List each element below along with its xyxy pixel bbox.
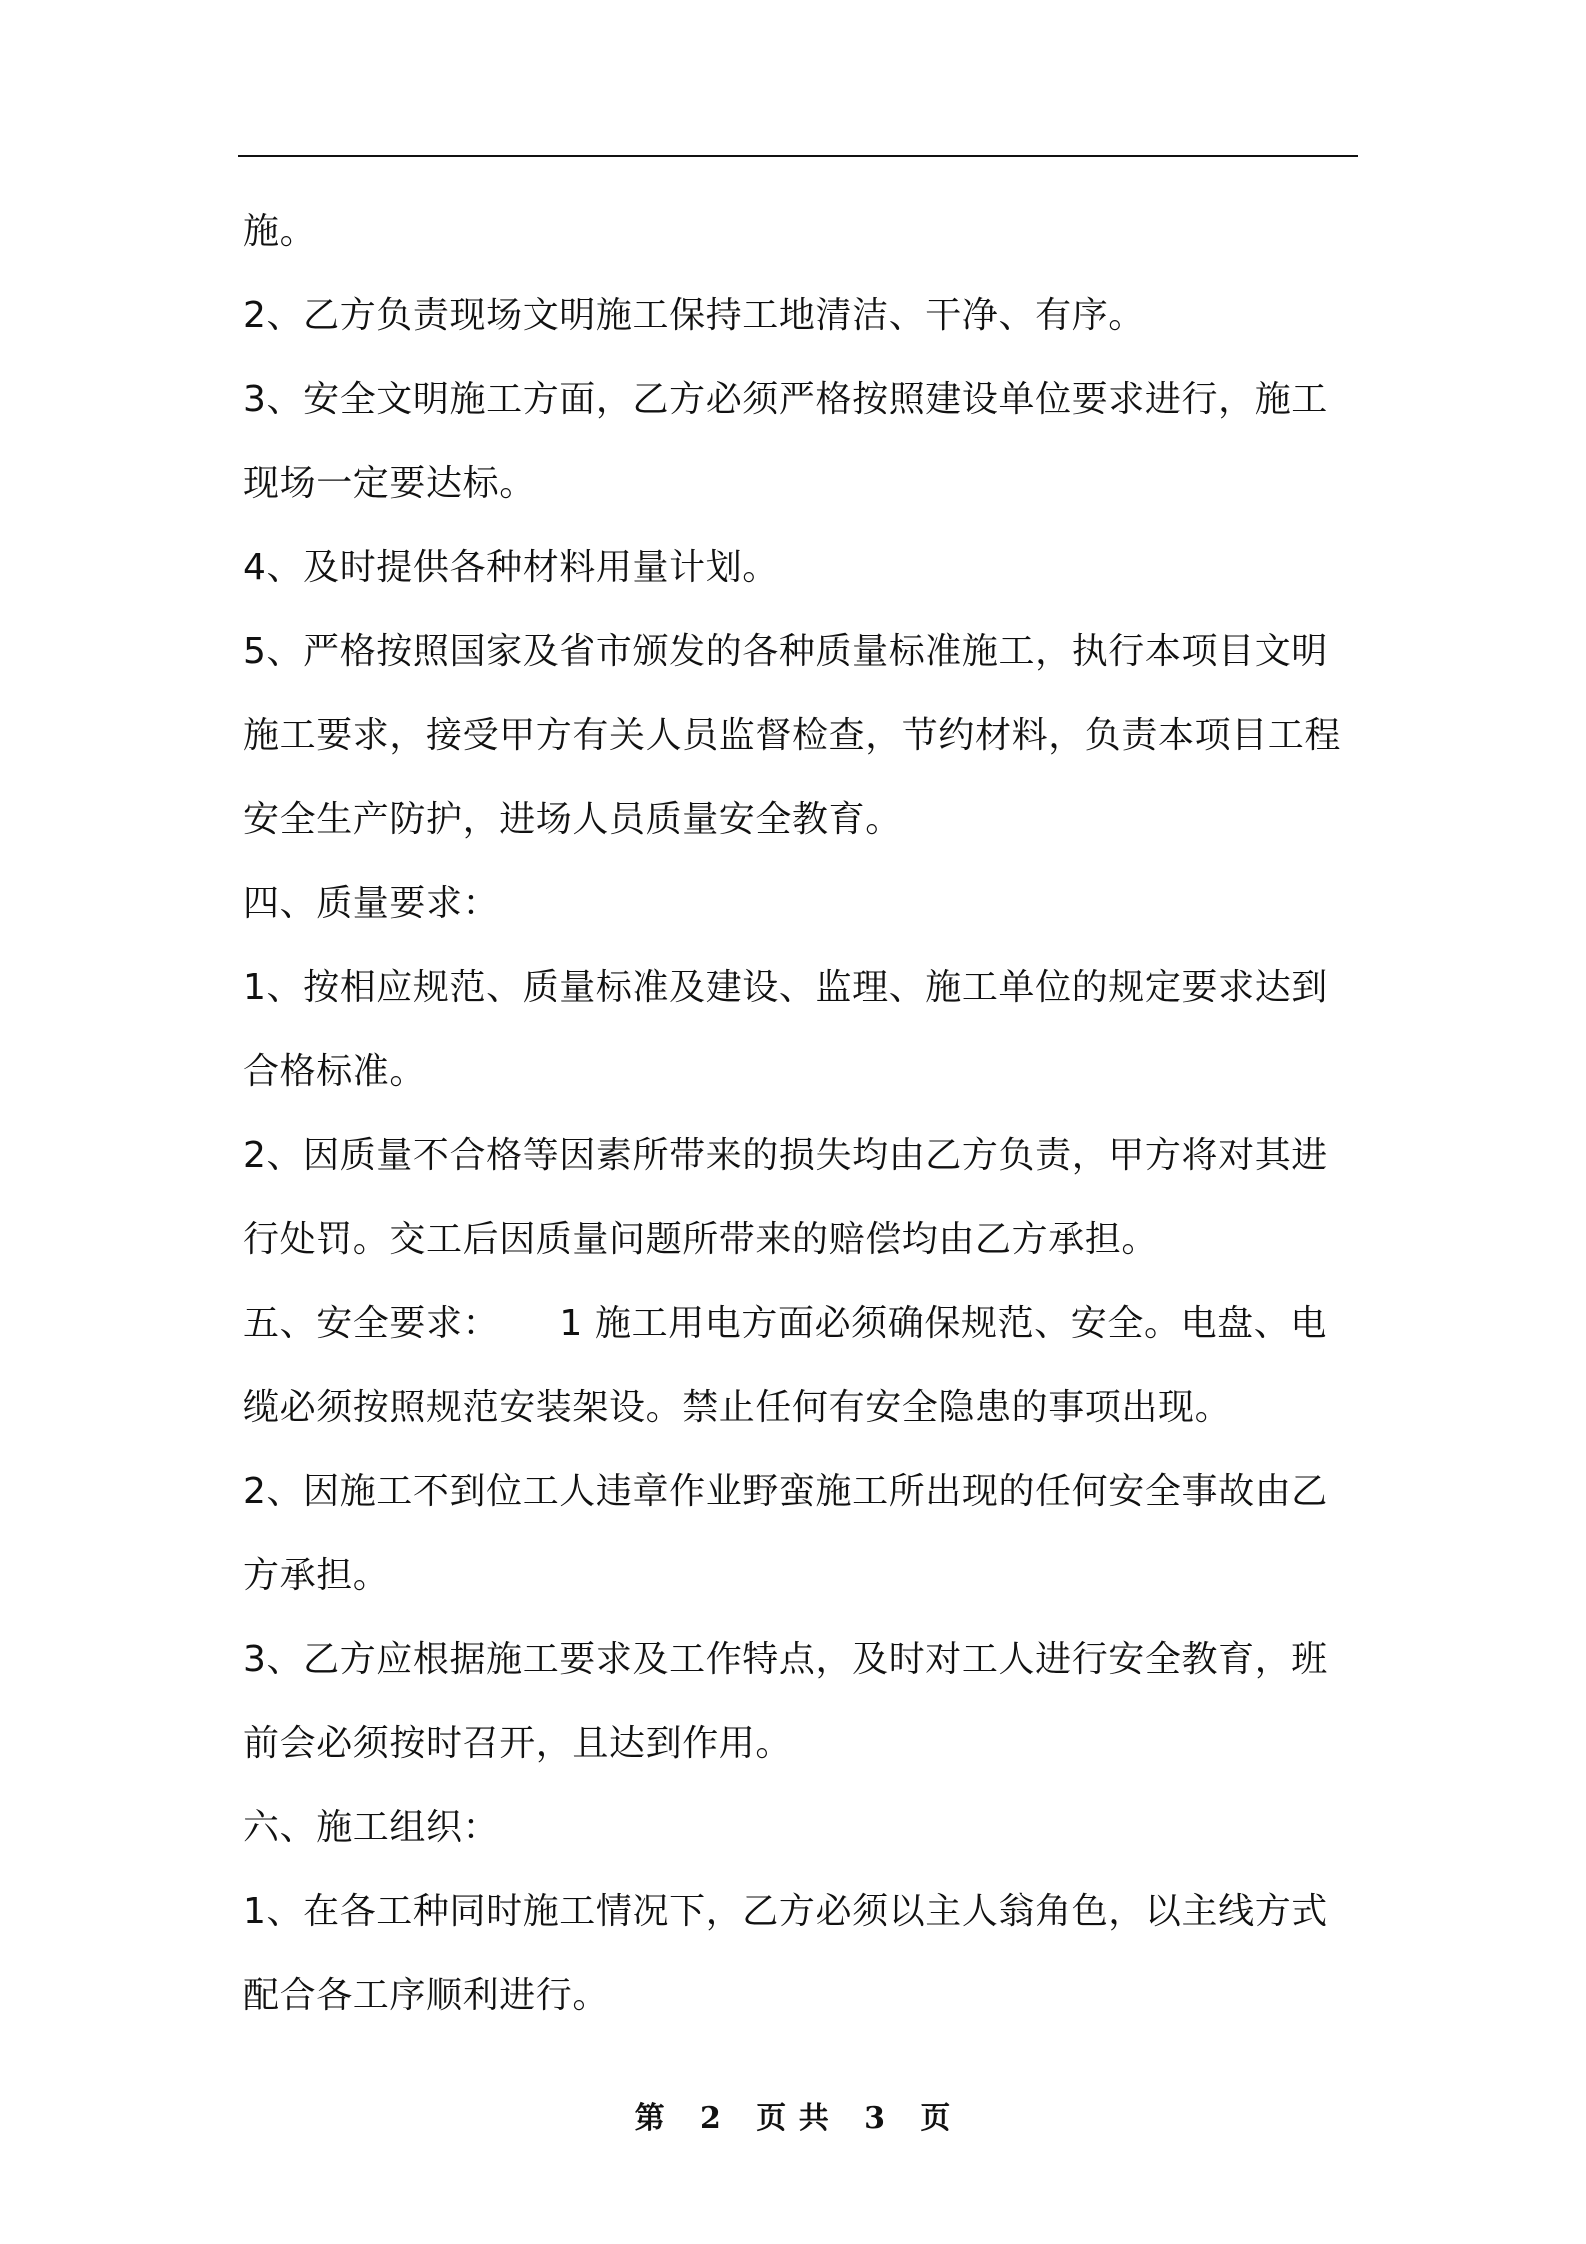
body-text <box>243 190 1363 2038</box>
text-line: 3、乙方应根据施工要求及工作特点，及时对工人进行安全教育，班 <box>243 1639 1328 1680</box>
text-line: 1、按相应规范、质量标准及建设、监理、施工单位的规定要求达到 <box>243 967 1328 1008</box>
text-line: 安全生产防护，进场人员质量安全教育。 <box>243 799 902 840</box>
text-line: 2、因质量不合格等因素所带来的损失均由乙方负责，甲方将对其进 <box>243 1135 1328 1176</box>
text-line: 施。 <box>243 211 317 252</box>
section-heading: 六、施工组织： <box>243 1807 500 1848</box>
text-line: 配合各工序顺利进行。 <box>243 1975 610 2016</box>
text-line: 施工要求，接受甲方有关人员监督检查，节约材料，负责本项目工程 <box>243 715 1342 756</box>
text-line: 4、及时提供各种材料用量计划。 <box>243 547 779 588</box>
text-line: 2、乙方负责现场文明施工保持工地清洁、干净、有序。 <box>243 295 1145 336</box>
text-line: 2、因施工不到位工人违章作业野蛮施工所出现的任何安全事故由乙 <box>243 1471 1328 1512</box>
text-line: 前会必须按时召开，且达到作用。 <box>243 1723 793 1764</box>
section-heading: 五、安全要求： 1 施工用电方面必须确保规范、安全。电盘、电 <box>243 1303 1327 1344</box>
text-line: 现场一定要达标。 <box>243 463 536 504</box>
current-page-number: 2 <box>700 2101 722 2136</box>
text-line: 5、严格按照国家及省市颁发的各种质量标准施工，执行本项目文明 <box>243 631 1328 672</box>
text-line: 合格标准。 <box>243 1051 427 1092</box>
text-line: 3、安全文明施工方面，乙方必须严格按照建设单位要求进行，施工 <box>243 379 1328 420</box>
footer-suffix: 页 <box>920 2101 952 2136</box>
section-heading: 四、质量要求： <box>243 883 500 924</box>
text-line: 方承担。 <box>243 1555 390 1596</box>
page-footer <box>0 2093 1586 2137</box>
header-rule <box>238 155 1358 157</box>
text-line: 1、在各工种同时施工情况下，乙方必须以主人翁角色，以主线方式 <box>243 1891 1328 1932</box>
total-page-number: 3 <box>864 2101 886 2136</box>
text-line: 缆必须按照规范安装架设。禁止任何有安全隐患的事项出现。 <box>243 1387 1232 1428</box>
footer-mid: 页 共 <box>756 2101 830 2136</box>
text-line: 行处罚。交工后因质量问题所带来的赔偿均由乙方承担。 <box>243 1219 1159 1260</box>
footer-prefix: 第 <box>634 2101 666 2136</box>
